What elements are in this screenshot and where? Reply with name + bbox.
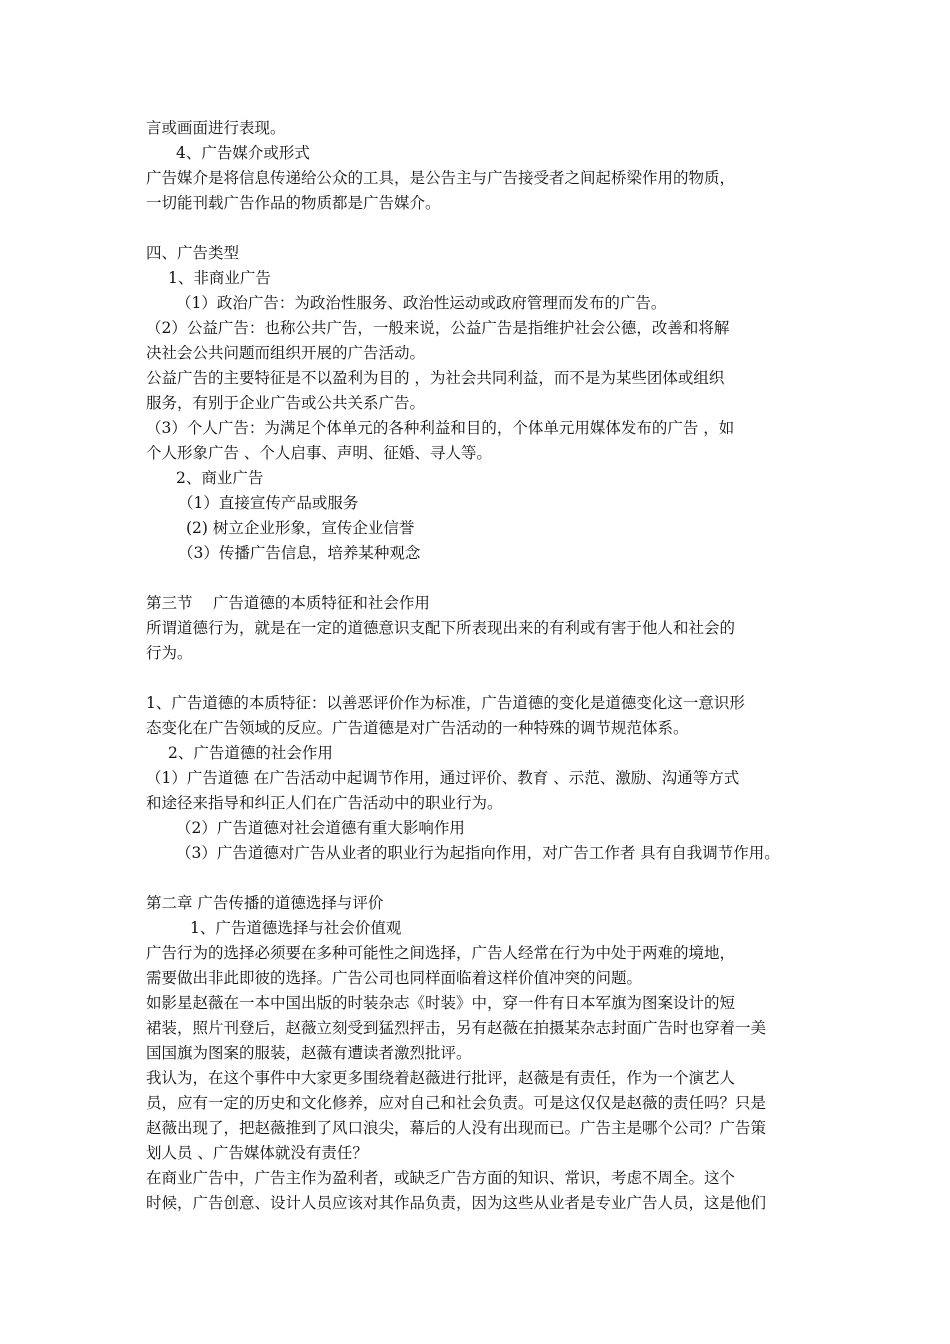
text-line: 裙装，照片刊登后，赵薇立刻受到猛烈抨击，另有赵薇在拍摄某杂志封面广告时也穿着一美 <box>146 1019 767 1037</box>
text-line: 服务，有别于企业广告或公共关系广告。 <box>146 394 426 412</box>
subheading: 2、广告道德的社会作用 <box>168 744 333 762</box>
text-line: 需要做出非此即彼的选择。广告公司也同样面临着这样价值冲突的问题。 <box>146 969 643 987</box>
text-line: 广告媒介是将信息传递给公众的工具，是公告主与广告接受者之间起桥梁作用的物质， <box>146 169 736 187</box>
text-line: 言或画面进行表现。 <box>146 119 286 137</box>
text-line: 态变化在广告领域的反应。广告道德是对广告活动的一种特殊的调节规范体系。 <box>146 719 689 737</box>
text-line: （3）个人广告：为满足个体单元的各种利益和目的，个体单元用媒体发布的广告 ，如 <box>146 419 735 437</box>
text-line: 国国旗为图案的服装，赵薇有遭读者激烈批评。 <box>146 1044 472 1062</box>
text-line: 个人形象广告 、个人启事、声明、征婚、寻人等。 <box>146 444 492 462</box>
text-line: 一切能刊载广告作品的物质都是广告媒介。 <box>146 194 441 212</box>
text-line: 时候，广告创意、设计人员应该对其作品负责，因为这些从业者是专业广告人员，这是他们 <box>146 1194 767 1212</box>
list-item: （1）政治广告：为政治性服务、政治性运动或政府管理而发布的广告。 <box>176 294 667 312</box>
text-line: 决社会公共问题而组织开展的广告活动。 <box>146 344 426 362</box>
text-line: 我认为，在这个事件中大家更多围绕着赵薇进行批评，赵薇是有责任，作为一个演艺人 <box>146 1069 736 1087</box>
section-heading: 四、广告类型 <box>146 244 240 262</box>
list-item: （3）广告道德对广告从业者的职业行为起指向作用，对广告工作者 具有自我调节作用。 <box>176 844 780 862</box>
list-item: （1）直接宣传产品或服务 <box>178 494 359 512</box>
text-line: 如影星赵薇在一本中国出版的时装杂志《时装》中，穿一件有日本军旗为图案设计的短 <box>146 994 736 1012</box>
text-line: 所谓道德行为，就是在一定的道德意识支配下所表现出来的有利或有害于他人和社会的 <box>146 619 736 637</box>
list-item: （2）广告道德对社会道德有重大影响作用 <box>176 819 465 837</box>
subheading: 4、广告媒介或形式 <box>176 144 310 162</box>
chapter-heading: 第二章 广告传播的道德选择与评价 <box>146 894 384 912</box>
subheading: 1、非商业广告 <box>168 269 271 287</box>
text-line: 和途径来指导和纠正人们在广告活动中的职业行为。 <box>146 794 503 812</box>
section-heading: 第三节 广告道德的本质特征和社会作用 <box>146 594 430 612</box>
text-line: （1）广告道德 在广告活动中起调节作用，通过评价、教育 、示范、激励、沟通等方式 <box>146 769 740 787</box>
list-item: （3）传播广告信息，培养某种观念 <box>178 544 421 562</box>
text-line: （2）公益广告：也称公共广告，一般来说，公益广告是指维护社会公德，改善和将解 <box>146 319 730 337</box>
text-line: 员，应有一定的历史和文化修养，应对自己和社会负责。可是这仅仅是赵薇的责任吗？只是 <box>146 1094 767 1112</box>
text-line: 行为。 <box>146 644 193 662</box>
subheading: 2、商业广告 <box>176 469 264 487</box>
text-line: 1、广告道德的本质特征：以善恶评价作为标准，广告道德的变化是道德变化这一意识形 <box>146 694 745 712</box>
text-line: 公益广告的主要特征是不以盈利为目的 ，为社会共同利益，而不是为某些团体或组织 <box>146 369 725 387</box>
list-item: (2) 树立企业形象，宣传企业信誉 <box>186 519 415 537</box>
text-line: 广告行为的选择必须要在多种可能性之间选择，广告人经常在行为中处于两难的境地， <box>146 944 736 962</box>
text-line: 划人员 、广告媒体就没有责任？ <box>146 1144 368 1162</box>
text-line: 赵薇出现了，把赵薇推到了风口浪尖，幕后的人没有出现而已。广告主是哪个公司？广告策 <box>146 1119 767 1137</box>
text-line: 在商业广告中，广告主作为盈利者，或缺乏广告方面的知识、常识，考虑不周全。这个 <box>146 1169 736 1187</box>
subheading: 1、广告道德选择与社会价值观 <box>190 919 402 937</box>
